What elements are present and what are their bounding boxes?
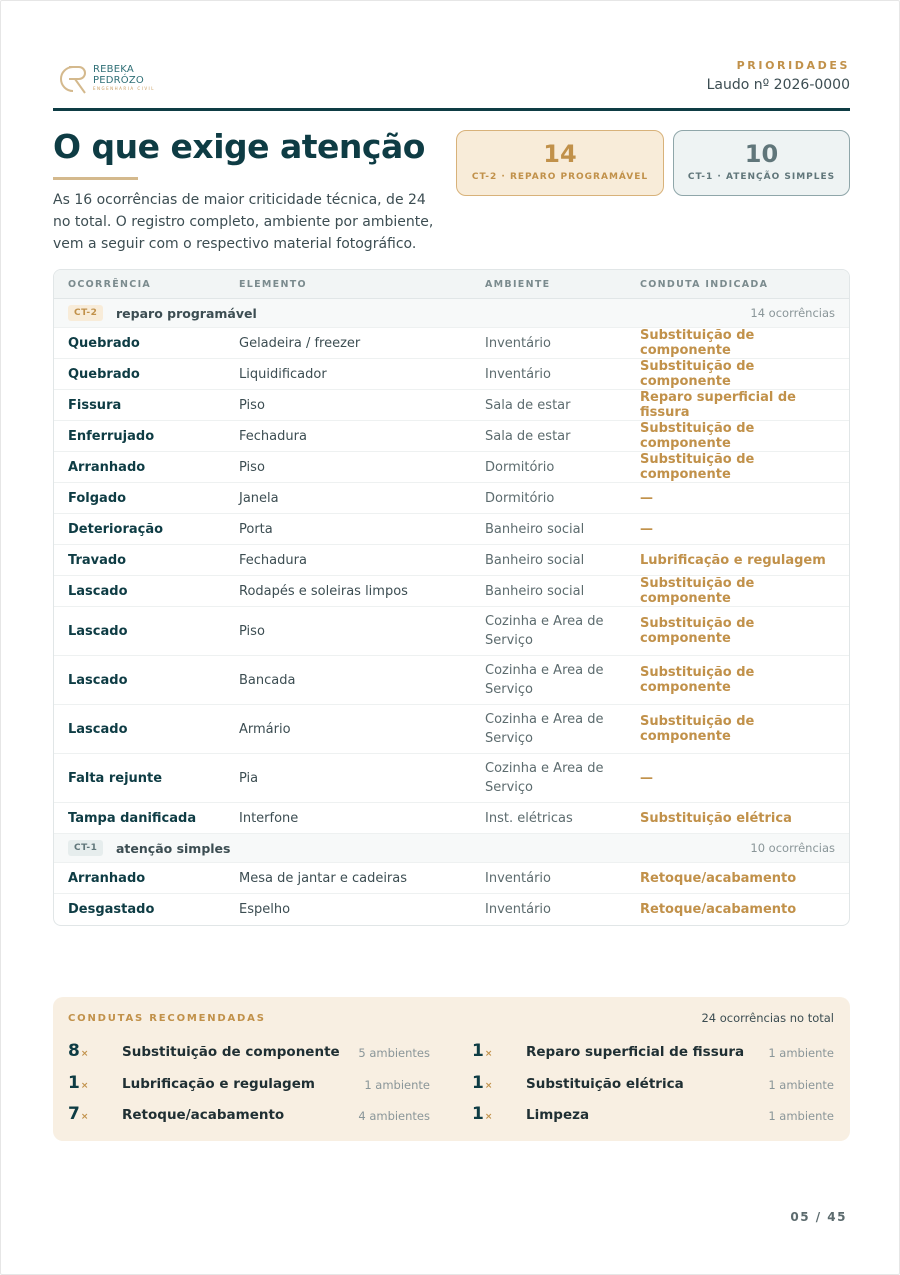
cell-conduta: Substituição de componente bbox=[640, 616, 755, 646]
cell-elemento: Interfone bbox=[239, 810, 299, 826]
summary-ambientes: 5 ambientes bbox=[358, 1046, 430, 1060]
cell-ocorrencia: Falta rejunte bbox=[68, 770, 163, 786]
cell-elemento: Fechadura bbox=[239, 552, 307, 568]
cell-conduta: Retoque/acabamento bbox=[640, 870, 797, 886]
group-header-ct2 bbox=[54, 299, 849, 328]
logo-monogram-icon bbox=[53, 61, 91, 97]
cell-ambiente: Cozinha e Area de Serviço bbox=[485, 663, 604, 697]
cell-ocorrencia: Lascado bbox=[68, 583, 128, 599]
cell-elemento: Piso bbox=[239, 397, 265, 413]
summary-count-value: 7 bbox=[68, 1104, 80, 1124]
cell-ocorrencia: Fissura bbox=[68, 397, 122, 413]
cell-ocorrencia: Lascado bbox=[68, 721, 128, 737]
multiplier-icon: × bbox=[484, 1112, 493, 1122]
group-header-ct1 bbox=[54, 834, 849, 863]
cell-ambiente: Sala de estar bbox=[485, 397, 571, 413]
summary-ambientes: 4 ambientes bbox=[358, 1109, 430, 1123]
summary-item bbox=[68, 1073, 430, 1093]
group-name: reparo programável bbox=[116, 306, 257, 321]
cell-conduta: Substituição de componente bbox=[640, 714, 755, 744]
table-row bbox=[54, 754, 849, 803]
stat-ct1-value: 10 bbox=[744, 140, 779, 168]
cell-ocorrencia: Quebrado bbox=[68, 366, 140, 382]
summary-action-name: Substituição de componente bbox=[122, 1044, 340, 1060]
cell-conduta: — bbox=[640, 521, 653, 537]
page-header bbox=[53, 53, 850, 111]
cell-ambiente: Dormitório bbox=[485, 459, 555, 475]
stat-card-ct2 bbox=[456, 130, 664, 196]
summary-action-name: Retoque/acabamento bbox=[122, 1107, 285, 1123]
cell-ocorrencia: Folgado bbox=[68, 490, 127, 506]
section-kicker: PRIORIDADES bbox=[736, 59, 850, 72]
logo-line-1: REBEKA bbox=[93, 64, 134, 75]
table-row bbox=[54, 863, 849, 894]
table-row bbox=[54, 328, 849, 359]
cell-elemento: Espelho bbox=[239, 902, 291, 917]
multiplier-icon: × bbox=[80, 1049, 89, 1059]
cell-ocorrencia: Arranhado bbox=[68, 459, 146, 475]
header-right bbox=[707, 59, 850, 93]
cell-elemento: Bancada bbox=[239, 672, 296, 688]
cell-elemento: Piso bbox=[239, 459, 265, 475]
multiplier-icon: × bbox=[484, 1081, 493, 1091]
summary-ambientes: 1 ambiente bbox=[768, 1078, 834, 1092]
cell-elemento: Armário bbox=[239, 721, 291, 737]
summary-count bbox=[68, 1104, 88, 1124]
cell-conduta: Substituição de componente bbox=[640, 359, 755, 389]
cell-conduta: Reparo superficial de fissura bbox=[640, 390, 796, 420]
stat-ct2-value: 14 bbox=[543, 140, 577, 168]
summary-count bbox=[472, 1073, 492, 1093]
occurrences-table bbox=[53, 269, 850, 926]
logo-line-3: ENGENHARIA CIVIL bbox=[93, 86, 155, 91]
summary-count-value: 1 bbox=[472, 1073, 484, 1093]
cell-ocorrencia: Arranhado bbox=[68, 870, 146, 886]
cell-conduta: Substituição de componente bbox=[640, 665, 755, 695]
cell-ambiente: Inventário bbox=[485, 366, 551, 382]
table-row bbox=[54, 656, 849, 705]
column-header-ocorrencia: OCORRÊNCIA bbox=[68, 278, 152, 290]
cell-conduta: Substituição de componente bbox=[640, 576, 755, 606]
cell-conduta: — bbox=[640, 490, 653, 506]
summary-ambientes: 1 ambiente bbox=[364, 1078, 430, 1092]
summary-kicker: CONDUTAS RECOMENDADAS bbox=[68, 1013, 266, 1024]
page-number: 05 / 45 bbox=[790, 1210, 847, 1224]
cell-ambiente: Dormitório bbox=[485, 490, 555, 506]
stat-card-ct1 bbox=[673, 130, 850, 196]
stat-ct1-label: CT-1 · ATENÇÃO SIMPLES bbox=[687, 172, 836, 182]
cell-ambiente: Inventário bbox=[485, 870, 551, 886]
cell-ocorrencia: Deterioração bbox=[68, 521, 164, 537]
cell-conduta: Substituição de componente bbox=[640, 452, 755, 482]
table-row bbox=[54, 421, 849, 452]
cell-ocorrencia: Desgastado bbox=[68, 902, 155, 917]
summary-count-value: 1 bbox=[68, 1073, 80, 1093]
cell-ambiente: Inst. elétricas bbox=[485, 810, 573, 826]
table-row bbox=[54, 514, 849, 545]
cell-elemento: Geladeira / freezer bbox=[239, 335, 361, 351]
stat-ct2-label: CT-2 · REPARO PROGRAMÁVEL bbox=[471, 172, 649, 182]
table-header bbox=[54, 270, 849, 299]
table-row bbox=[54, 483, 849, 514]
cell-elemento: Pia bbox=[239, 770, 259, 786]
summary-count bbox=[472, 1041, 492, 1061]
column-header-conduta: CONDUTA INDICADA bbox=[640, 278, 769, 290]
cell-ambiente: Banheiro social bbox=[485, 583, 585, 599]
multiplier-icon: × bbox=[80, 1112, 89, 1122]
table-row bbox=[54, 545, 849, 576]
table-row bbox=[54, 705, 849, 754]
group-name: atenção simples bbox=[116, 841, 231, 856]
title-underline bbox=[53, 177, 138, 180]
logo-wordmark bbox=[93, 64, 155, 92]
summary-ambientes: 1 ambiente bbox=[768, 1109, 834, 1123]
multiplier-icon: × bbox=[80, 1081, 89, 1091]
summary-item bbox=[472, 1104, 834, 1124]
cell-elemento: Fechadura bbox=[239, 428, 307, 444]
cell-elemento: Liquidificador bbox=[239, 366, 327, 382]
cell-ambiente: Sala de estar bbox=[485, 428, 571, 444]
cell-elemento: Mesa de jantar e cadeiras bbox=[239, 870, 408, 886]
summary-item bbox=[472, 1073, 834, 1093]
cell-ocorrencia: Travado bbox=[68, 552, 127, 568]
table-row bbox=[54, 607, 849, 656]
cell-conduta: Substituição de componente bbox=[640, 328, 755, 358]
cell-conduta: Substituição elétrica bbox=[640, 810, 792, 826]
logo-line-2: PEDRÓZO bbox=[93, 75, 144, 86]
cell-elemento: Porta bbox=[239, 521, 273, 537]
summary-item bbox=[68, 1104, 430, 1124]
summary-ambientes: 1 ambiente bbox=[768, 1046, 834, 1060]
page-title: O que exige atenção bbox=[53, 127, 425, 166]
group-count: 10 ocorrências bbox=[750, 841, 835, 855]
report-number: Laudo nº 2026-0000 bbox=[706, 77, 850, 93]
summary-count-value: 1 bbox=[472, 1041, 484, 1061]
summary-count bbox=[68, 1073, 88, 1093]
cell-ocorrencia: Enferrujado bbox=[68, 428, 155, 444]
column-header-elemento: ELEMENTO bbox=[239, 278, 307, 290]
summary-count-value: 1 bbox=[472, 1104, 484, 1124]
table-row bbox=[54, 359, 849, 390]
cell-elemento: Piso bbox=[239, 623, 265, 639]
intro-text: As 16 ocorrências de maior criticidade técnica, de 24 no total. O registro completo, ambiente por ambiente, vem a seguir com o respectivo material fotográfico. bbox=[53, 192, 434, 252]
summary-count bbox=[472, 1104, 492, 1124]
cell-ambiente: Cozinha e Area de Serviço bbox=[485, 761, 604, 795]
cell-ambiente: Cozinha e Area de Serviço bbox=[485, 614, 604, 648]
summary-action-name: Substituição elétrica bbox=[526, 1076, 684, 1092]
multiplier-icon: × bbox=[484, 1049, 493, 1059]
cell-ambiente: Cozinha e Area de Serviço bbox=[485, 712, 604, 746]
cell-ocorrencia: Tampa danificada bbox=[68, 810, 197, 826]
summary-action-name: Lubrificação e regulagem bbox=[122, 1076, 315, 1092]
cell-elemento: Rodapés e soleiras limpos bbox=[239, 583, 408, 599]
group-count: 14 ocorrências bbox=[750, 306, 835, 320]
summary-action-name: Reparo superficial de fissura bbox=[526, 1044, 745, 1060]
cell-elemento: Janela bbox=[239, 490, 279, 506]
cell-ambiente: Banheiro social bbox=[485, 552, 585, 568]
cell-ambiente: Banheiro social bbox=[485, 521, 585, 537]
cell-conduta: — bbox=[640, 770, 653, 786]
table-row bbox=[54, 803, 849, 834]
table-row bbox=[54, 452, 849, 483]
company-logo bbox=[53, 61, 163, 97]
cell-ocorrencia: Lascado bbox=[68, 623, 128, 639]
cell-ambiente: Inventário bbox=[485, 335, 551, 351]
summary-item bbox=[472, 1041, 834, 1061]
group-badge-ct1: CT-1 bbox=[68, 840, 103, 856]
cell-ocorrencia: Lascado bbox=[68, 672, 128, 688]
summary-total: 24 ocorrências no total bbox=[701, 1011, 834, 1025]
group-badge-ct2: CT-2 bbox=[68, 305, 103, 321]
table-row bbox=[54, 894, 849, 925]
table-row bbox=[54, 576, 849, 607]
column-header-ambiente: AMBIENTE bbox=[485, 278, 551, 290]
summary-count-value: 8 bbox=[68, 1041, 80, 1061]
cell-conduta: Substituição de componente bbox=[640, 421, 755, 451]
recommended-actions-summary bbox=[53, 997, 850, 1141]
cell-conduta: Retoque/acabamento bbox=[640, 902, 797, 917]
summary-action-name: Limpeza bbox=[526, 1107, 590, 1123]
table-row bbox=[54, 390, 849, 421]
cell-ocorrencia: Quebrado bbox=[68, 335, 140, 351]
summary-item bbox=[68, 1041, 430, 1061]
cell-ambiente: Inventário bbox=[485, 902, 551, 917]
summary-count bbox=[68, 1041, 88, 1061]
cell-conduta: Lubrificação e regulagem bbox=[640, 552, 826, 568]
